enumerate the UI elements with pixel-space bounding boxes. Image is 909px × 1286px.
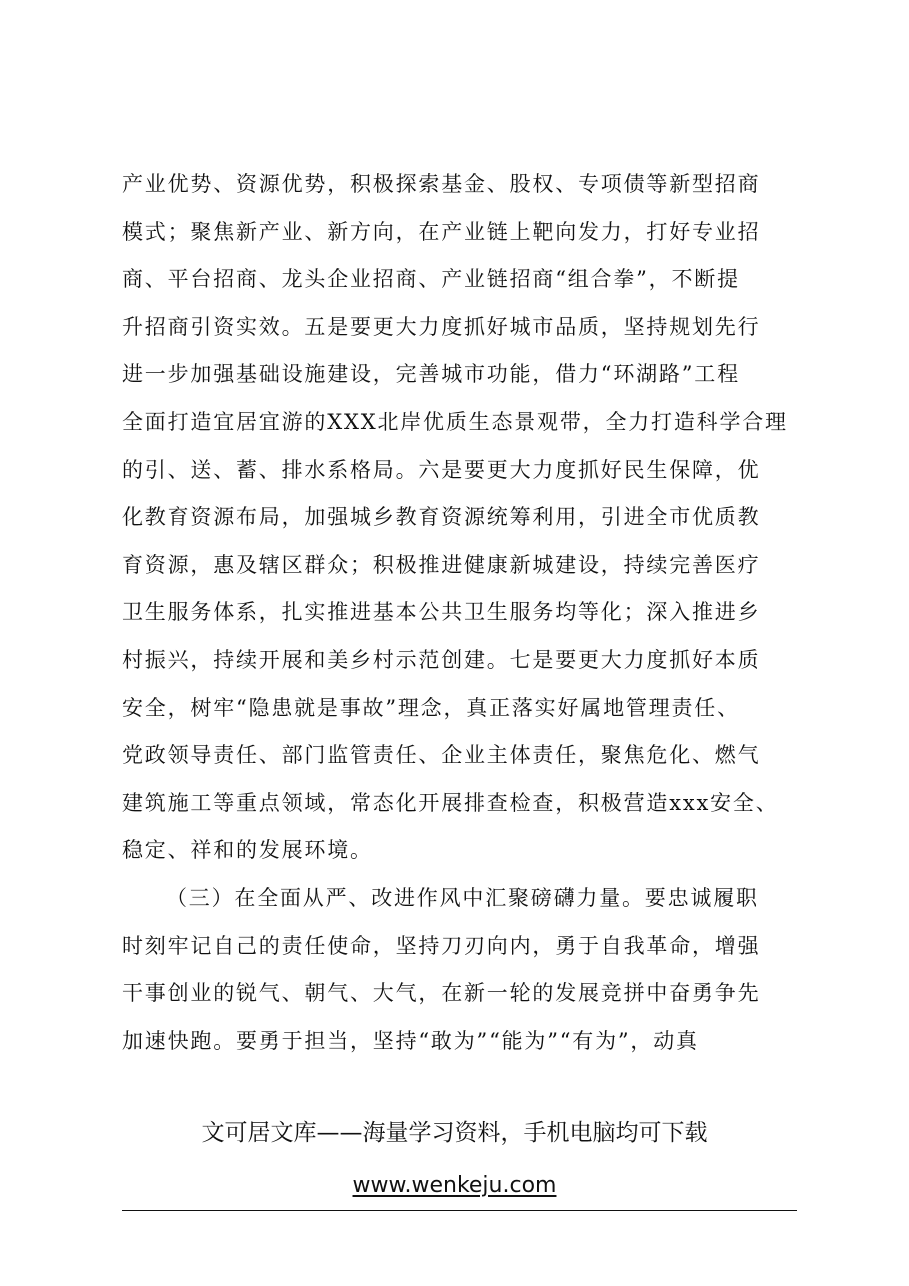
footer-title: 文可居文库——海量学习资料，手机电脑均可下载 xyxy=(201,1120,708,1146)
paragraph-line: 建筑施工等重点领域，常态化开展排查检查，积极营造xxx安全、 xyxy=(122,790,779,815)
paragraph-line: 稳定、祥和的发展环境。 xyxy=(122,838,373,863)
paragraph-line: 进一步加强基础设施建设，完善城市功能，借力“环湖路”工程 xyxy=(122,362,740,387)
paragraph-line: 模式；聚焦新产业、新方向，在产业链上靶向发力，打好专业招 xyxy=(122,219,761,244)
footer-link[interactable]: www.wenkeju.com xyxy=(352,1173,557,1198)
paragraph-line: 产业优势、资源优势，积极探索基金、股权、专项债等新型招商 xyxy=(122,172,761,196)
paragraph-line: 党政领导责任、部门监管责任、企业主体责任，聚焦危化、燃气 xyxy=(122,743,761,768)
paragraph-line: 的引、送、蓄、排水系格局。六是要更大力度抓好民生保障，优 xyxy=(122,457,761,482)
paragraph-line: 育资源，惠及辖区群众；积极推进健康新城建设，持续完善医疗 xyxy=(122,552,761,577)
paragraph-line: 商、平台招商、龙头企业招商、产业链招商“组合拳”，不断提 xyxy=(122,267,740,292)
paragraph-line: 干事创业的锐气、朝气、大气，在新一轮的发展竞拼中奋勇争先 xyxy=(122,981,761,1006)
paragraph-line: 卫生服务体系，扎实推进基本公共卫生服务均等化；深入推进乡 xyxy=(122,600,761,625)
footer-divider xyxy=(122,1210,797,1211)
paragraph-line: 全面打造宜居宜游的XXX北岸优质生态景观带，全力打造科学合理 xyxy=(122,409,788,434)
paragraph-line: 加速快跑。要勇于担当，坚持“敢为”“能为”“有为”，动真 xyxy=(122,1028,699,1053)
paragraph-line: 村振兴，持续开展和美乡村示范创建。七是要更大力度抓好本质 xyxy=(122,647,761,672)
paragraph-line: 时刻牢记自己的责任使命，坚持刀刃向内，勇于自我革命，增强 xyxy=(122,933,761,958)
section-heading-line: （三）在全面从严、改进作风中汇聚磅礴力量。要忠诚履职 xyxy=(166,885,759,910)
paragraph-line: 升招商引资实效。五是要更大力度抓好城市品质，坚持规划先行 xyxy=(122,314,761,339)
paragraph-line: 安全，树牢“隐患就是事故”理念，真正落实好属地管理责任、 xyxy=(122,695,740,720)
document-body xyxy=(122,161,822,1065)
paragraph-line: 化教育资源布局，加强城乡教育资源统筹利用，引进全市优质教 xyxy=(122,505,761,530)
